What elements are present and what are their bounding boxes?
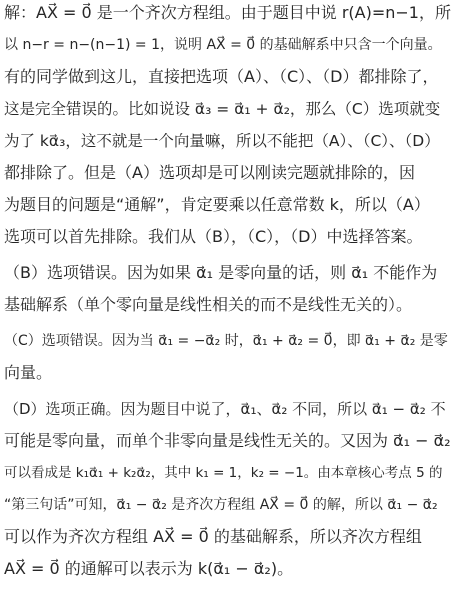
p1-line-3: 有的同学做到这儿，直接把选项（A）、（C）、（D）都排除了， <box>4 67 439 86</box>
p4-line-3: 可以看成是 k₁α⃗₁ + k₂α⃗₂，其中 k₁ = 1，k₂ = −1。由本章核心考点 5 的 <box>4 465 443 481</box>
p2-line-1: （B）选项错误。因为如果 α⃗₁ 是零向量的话，则 α⃗₁ 不能作为 <box>4 263 438 282</box>
p1-line-2: 以 n−r = n−(n−1) = 1，说明 AX⃗ = 0⃗ 的基础解系中只含一个向量。 <box>4 37 442 53</box>
p1-line-1: 解：AX⃗ = 0⃗ 是一个齐次方程组。由于题目中说 r(A)=n−1，所 <box>4 3 451 22</box>
p4-line-4: “第三句话”可知，α⃗₁ − α⃗₂ 是齐次方程组 AX⃗ = 0⃗ 的解，所以 α⃗₁ − α⃗₂ <box>4 497 438 513</box>
p1-line-4: 这是完全错误的。比如说设 α⃗₃ = α⃗₁ + α⃗₂，那么（C）选项就变 <box>4 100 441 118</box>
p4-line-1: （D）选项正确。因为题目中说了，α⃗₁、α⃗₂ 不同，所以 α⃗₁ − α⃗₂ 不 <box>4 400 446 418</box>
p1-line-5: 为了 kα⃗₃，这不就是一个向量嘛，所以不能把（A）、（C）、（D） <box>4 132 440 150</box>
p4-line-6: AX⃗ = 0⃗ 的通解可以表示为 k(α⃗₁ − α⃗₂)。 <box>4 559 294 578</box>
p1-line-6: 都排除了。但是（A）选项却是可以刚读完题就排除的，因 <box>4 163 415 182</box>
p1-line-7: 为题目的问题是“通解”，肯定要乘以任意常数 k，所以（A） <box>4 195 430 214</box>
p1-line-8: 选项可以首先排除。我们从（B），（C），（D）中选择答案。 <box>4 227 423 246</box>
p2-line-2: 基础解系（单个零向量是线性相关的而不是线性无关的）。 <box>4 295 413 314</box>
p3-line-2: 向量。 <box>4 363 53 382</box>
p4-line-2: 可能是零向量，而单个非零向量是线性无关的。又因为 α⃗₁ − α⃗₂ <box>4 431 451 450</box>
p4-line-5: 可以作为齐次方程组 AX⃗ = 0⃗ 的基础解系，所以齐次方程组 <box>4 527 422 546</box>
p3-line-1: （C）选项错误。因为当 α⃗₁ = −α⃗₂ 时，α⃗₁ + α⃗₂ = 0⃗，即 α⃗₁ + α⃗₂ 是零 <box>4 333 448 349</box>
